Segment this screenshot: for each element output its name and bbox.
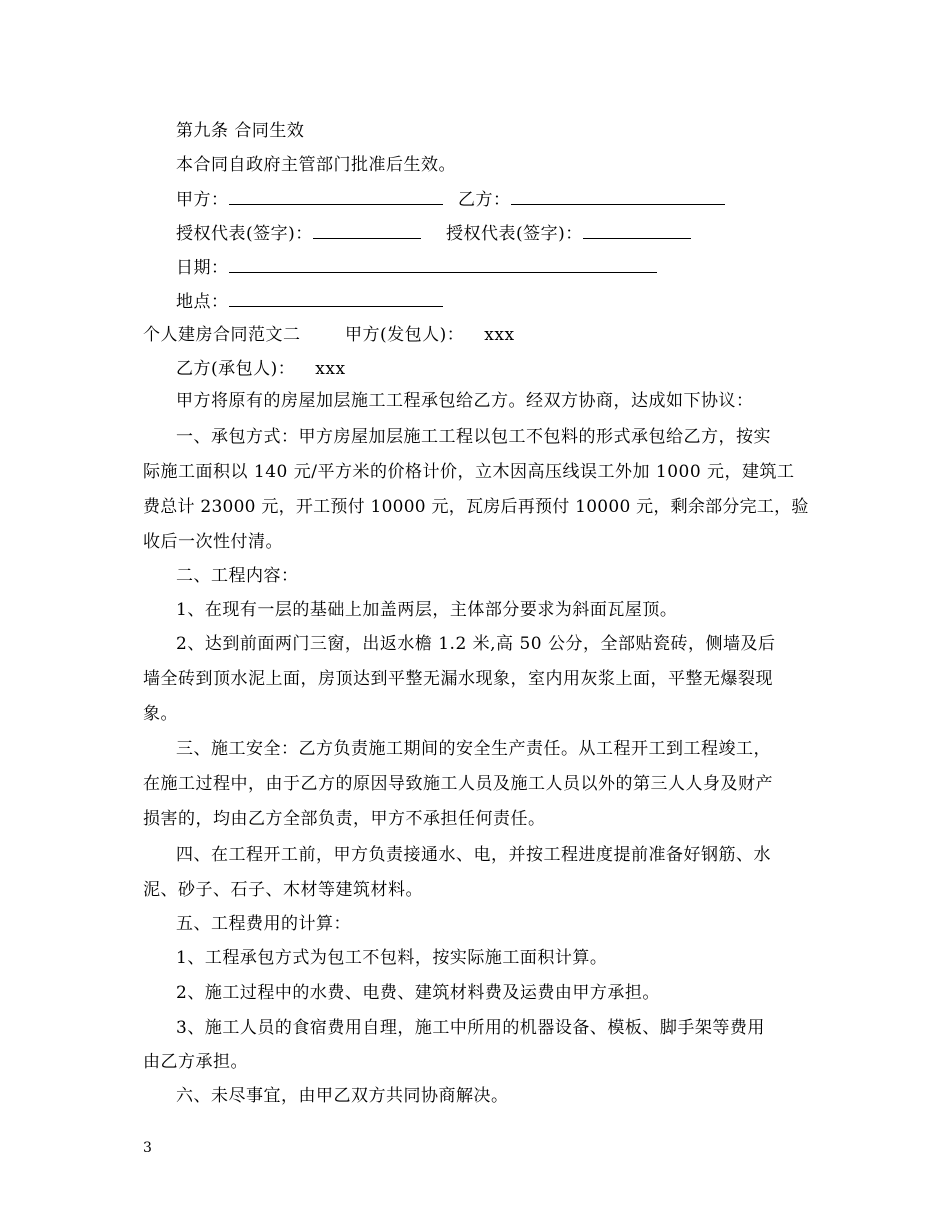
contract-2-party-b — [176, 358, 346, 380]
party-a-employer-value: xxx — [484, 325, 515, 345]
rep-b-blank — [583, 222, 691, 239]
party-b-label: 乙方： — [458, 190, 511, 210]
signature-rep-b-row — [446, 222, 691, 245]
contract-2-party-a — [345, 324, 515, 346]
signature-party-b-row — [458, 188, 725, 211]
section-5-title: 五、工程费用的计算： — [176, 914, 351, 934]
section-2-item-1: 1、在现有一层的基础上加盖两层，主体部分要求为斜面瓦屋顶。 — [176, 600, 678, 620]
contract-2-heading: 个人建房合同范文二 — [143, 325, 301, 345]
section-2-item-2-line-3: 象。 — [143, 704, 178, 724]
party-a-blank — [229, 188, 443, 205]
section-4-line-1: 四、在工程开工前，甲方负责接通水、电，并按工程进度提前准备好钢筋、水 — [176, 845, 771, 865]
article-9-text: 本合同自政府主管部门批准后生效。 — [176, 155, 456, 175]
section-2-item-2-line-2: 墙全砖到顶水泥上面，房顶达到平整无漏水现象，室内用灰浆上面，平整无爆裂现 — [143, 669, 773, 689]
section-3-line-3: 损害的，均由乙方全部负责，甲方不承担任何责任。 — [143, 809, 546, 829]
section-1-line-3: 费总计 23000 元，开工预付 10000 元，瓦房后再预付 10000 元，剩余部分完工，验 — [143, 497, 809, 517]
section-5-item-1: 1、工程承包方式为包工不包料，按实际施工面积计算。 — [176, 948, 608, 968]
section-6: 六、未尽事宜，由甲乙双方共同协商解决。 — [176, 1086, 509, 1106]
party-a-employer-label: 甲方(发包人)： — [345, 325, 465, 345]
date-label: 日期： — [176, 258, 229, 278]
section-3-line-1: 三、施工安全：乙方负责施工期间的安全生产责任。从工程开工到工程竣工， — [176, 739, 771, 759]
section-1-line-1: 一、承包方式：甲方房屋加层施工工程以包工不包料的形式承包给乙方，按实 — [176, 427, 771, 447]
contract-2-intro: 甲方将原有的房屋加层施工工程承包给乙方。经双方协商，达成如下协议： — [176, 391, 754, 411]
section-5-item-2: 2、施工过程中的水费、电费、建筑材料费及运费由甲方承担。 — [176, 983, 660, 1003]
rep-a-blank — [313, 222, 421, 239]
page-number: 3 — [143, 1140, 152, 1156]
place-label: 地点： — [176, 292, 229, 312]
rep-a-label: 授权代表(签字)： — [176, 224, 313, 244]
section-1-line-2: 际施工面积以 140 元/平方米的价格计价，立木因高压线误工外加 1000 元，建筑工 — [143, 462, 795, 482]
signature-date-row — [176, 256, 657, 279]
section-2-item-2-line-1: 2、达到前面两门三窗，出返水檐 1.2 米,高 50 公分，全部贴瓷砖，侧墙及后 — [176, 634, 776, 654]
section-2-title: 二、工程内容： — [176, 566, 299, 586]
section-5-item-3-line-1: 3、施工人员的食宿费用自理，施工中所用的机器设备、模板、脚手架等费用 — [176, 1018, 765, 1038]
party-a-label: 甲方： — [176, 190, 229, 210]
date-blank — [229, 256, 657, 273]
party-b-contractor-value: xxx — [315, 359, 346, 379]
article-9-title: 第九条 合同生效 — [176, 121, 305, 141]
party-b-contractor-label: 乙方(承包人)： — [176, 359, 296, 379]
signature-rep-a-row — [176, 222, 421, 245]
section-1-line-4: 收后一次性付清。 — [143, 532, 283, 552]
rep-b-label: 授权代表(签字)： — [446, 224, 583, 244]
section-5-item-3-line-2: 由乙方承担。 — [143, 1052, 248, 1072]
party-b-blank — [511, 188, 725, 205]
section-4-line-2: 泥、砂子、石子、木材等建筑材料。 — [143, 880, 423, 900]
signature-party-a-row — [176, 188, 443, 211]
place-blank — [229, 290, 443, 307]
signature-place-row — [176, 290, 443, 313]
section-3-line-2: 在施工过程中，由于乙方的原因导致施工人员及施工人员以外的第三人人身及财产 — [143, 774, 773, 794]
